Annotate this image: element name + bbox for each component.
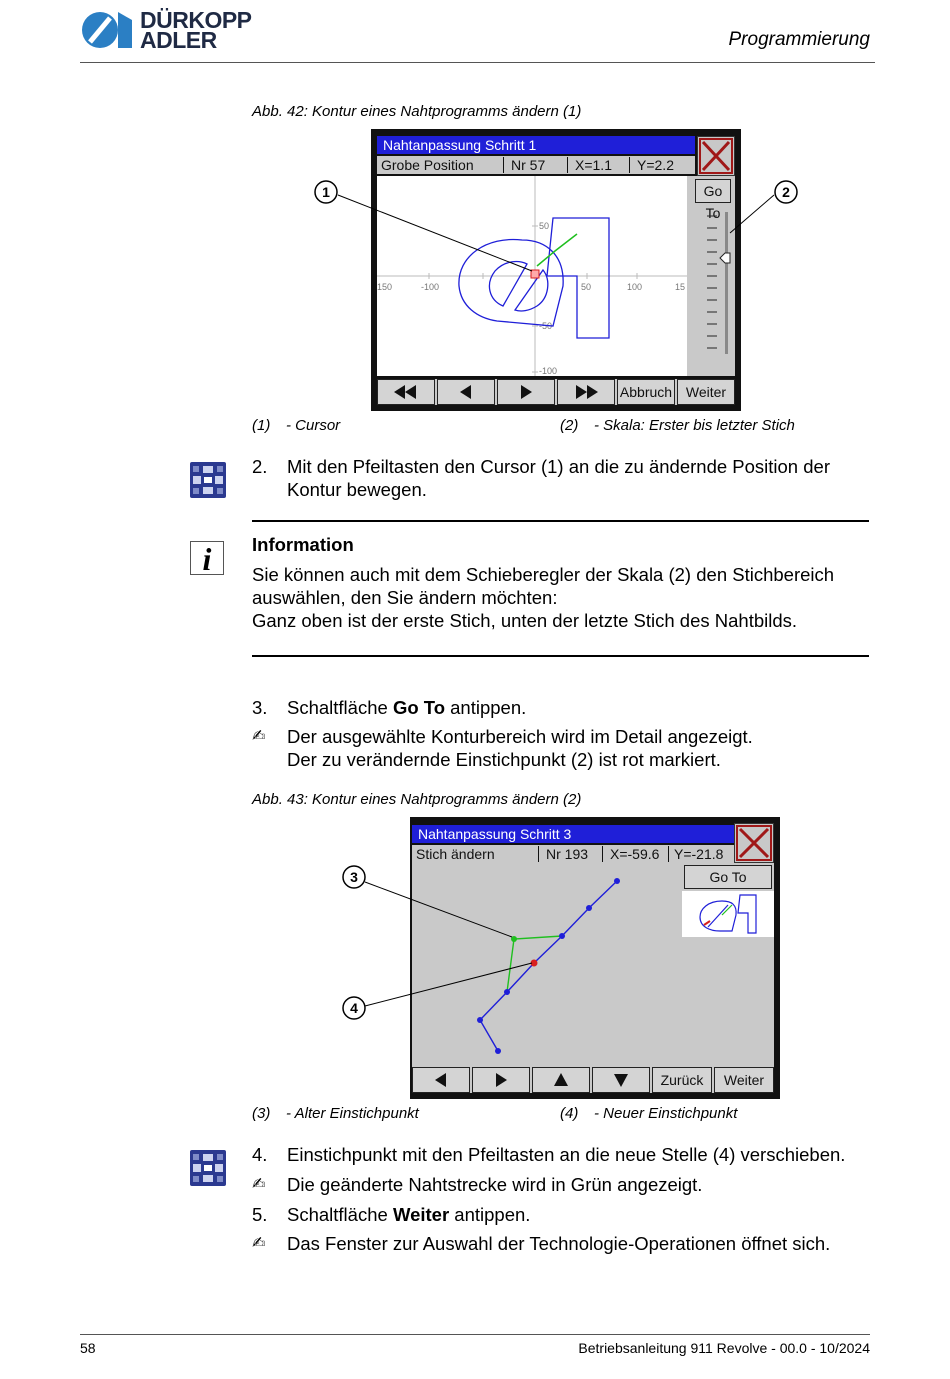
- cancel-button[interactable]: Abbruch: [617, 379, 675, 405]
- tick-label: -100: [539, 366, 558, 376]
- step-number: 3.: [252, 697, 268, 718]
- logo-text-line1: DÜRKOPP: [140, 7, 252, 33]
- callout-3: 3: [350, 869, 358, 885]
- info-bottom-rule: [252, 655, 869, 657]
- next-button[interactable]: Weiter: [714, 1067, 774, 1093]
- screen2-x-coord: X=-59.6: [610, 846, 660, 862]
- arrow-left-icon: [438, 380, 494, 404]
- result-arrow-icon: ✍: [252, 1235, 266, 1252]
- info-line-2: Ganz oben ist der erste Stich, unten der letzte Stich des Nahtbilds.: [252, 610, 798, 631]
- step-4: [0, 1143, 950, 1168]
- screen1-goto-button[interactable]: Go To: [695, 179, 731, 203]
- figure1-legend-2: (2) - Skala: Erster bis letzter Stich: [560, 417, 795, 434]
- result-arrow-icon: ✍: [252, 1176, 266, 1193]
- step-forward-button[interactable]: [497, 379, 555, 405]
- screen2-stitch-nr: Nr 193: [546, 846, 589, 862]
- close-icon: [735, 824, 773, 862]
- screen2-y-coord: Y=-21.8: [674, 846, 724, 862]
- step-back-button[interactable]: [437, 379, 495, 405]
- move-down-button[interactable]: [592, 1067, 650, 1093]
- logo-mark-icon: [80, 10, 136, 50]
- section-title: Programmierung: [728, 29, 870, 50]
- arrow-right-icon: [473, 1068, 529, 1092]
- info-heading: Information: [252, 534, 354, 555]
- step-4-result: [0, 1173, 950, 1198]
- screen1-x-coord: X=1.1: [575, 157, 612, 173]
- step-number: 4.: [252, 1144, 268, 1165]
- step-3: [0, 696, 950, 721]
- move-right-button[interactable]: [472, 1067, 530, 1093]
- screen1-close-button[interactable]: [697, 136, 735, 176]
- step-number: 2.: [252, 456, 268, 477]
- screen2-mode: Stich ändern: [416, 846, 495, 862]
- arrow-right-icon: [498, 380, 554, 404]
- result-arrow-icon: ✍: [252, 728, 266, 745]
- company-logo: [80, 7, 270, 54]
- info-top-rule: [252, 520, 869, 522]
- footer-divider: [80, 1334, 870, 1335]
- page-number: 58: [80, 1340, 96, 1356]
- result-text: Die geänderte Nahtstrecke wird in Grün angezeigt.: [287, 1174, 703, 1195]
- screen2-side-panel: [682, 863, 774, 1067]
- step-2: [0, 455, 950, 505]
- figure1-callouts: [300, 175, 810, 285]
- tick-label: 15: [675, 282, 686, 292]
- figure2-callouts: [330, 860, 550, 1025]
- screen1-button-bar: [377, 379, 735, 405]
- next-button[interactable]: Weiter: [677, 379, 735, 405]
- figure2-legend-4: (4) - Neuer Einstichpunkt: [560, 1105, 738, 1122]
- screen1-y-coord: Y=2.2: [637, 157, 674, 173]
- figure1-caption: Abb. 42: Kontur eines Nahtprogramms ändern (1): [252, 103, 582, 120]
- document-reference: Betriebsanleitung 911 Revolve - 00.0 - 10/2024: [578, 1340, 870, 1356]
- move-up-button[interactable]: [532, 1067, 590, 1093]
- fast-forward-button[interactable]: [557, 379, 615, 405]
- screen2-goto-button[interactable]: Go To: [684, 865, 772, 889]
- result-line-2: Der zu verändernde Einstichpunkt (2) ist rot markiert.: [287, 749, 721, 770]
- screen2-title-bar: Nahtanpassung Schritt 3: [412, 825, 734, 843]
- screen1-mode: Grobe Position: [381, 157, 474, 173]
- fast-back-button[interactable]: [377, 379, 435, 405]
- tick-label: 50: [581, 282, 592, 292]
- info-icon: i: [190, 541, 224, 575]
- step-text: Schaltfläche Go To antippen.: [287, 697, 527, 718]
- result-text: Das Fenster zur Auswahl der Technologie-Operationen öffnet sich.: [287, 1233, 831, 1254]
- step-text: Einstichpunkt mit den Pfeiltasten an die neue Stelle (4) verschieben.: [287, 1144, 846, 1165]
- screen2-button-bar: [412, 1067, 774, 1093]
- double-arrow-left-icon: [378, 380, 434, 404]
- figure2-legend-3: (3) - Alter Einstichpunkt: [252, 1105, 419, 1122]
- move-left-button[interactable]: [412, 1067, 470, 1093]
- step-text: Mit den Pfeiltasten den Cursor (1) an die zu ändernde Position der Kontur bewegen.: [287, 456, 830, 500]
- close-icon: [698, 137, 734, 175]
- screen2-close-button[interactable]: [734, 823, 774, 863]
- tick-label: 150: [377, 282, 393, 292]
- callout-1: 1: [322, 184, 330, 200]
- double-arrow-right-icon: [558, 380, 614, 404]
- screen1-status-bar: [377, 156, 695, 174]
- step-5-result: [0, 1232, 950, 1257]
- callout-4: 4: [350, 1000, 358, 1016]
- logo-text-line2: ADLER: [140, 27, 217, 53]
- tick-label: -50: [539, 321, 553, 331]
- step-number: 5.: [252, 1204, 268, 1225]
- info-line-1: Sie können auch mit dem Schieberegler der Skala (2) den Stichbereich auswählen, den Sie ändern möchten:: [252, 564, 835, 608]
- header-divider: [80, 62, 875, 63]
- arrow-up-icon: [533, 1068, 589, 1092]
- result-line-1: Der ausgewählte Konturbereich wird im Detail angezeigt.: [287, 726, 753, 747]
- tick-label: -100: [421, 282, 440, 292]
- back-button[interactable]: Zurück: [652, 1067, 712, 1093]
- step-text: Schaltfläche Weiter antippen.: [287, 1204, 531, 1225]
- step-5: [0, 1203, 950, 1228]
- arrow-down-icon: [593, 1068, 649, 1092]
- step-3-result: [0, 725, 950, 775]
- tick-label: 100: [627, 282, 643, 292]
- callout-2: 2: [782, 184, 790, 200]
- figure2-caption: Abb. 43: Kontur eines Nahtprogramms ändern (2): [252, 791, 582, 808]
- screen1-title-bar: Nahtanpassung Schritt 1: [377, 136, 695, 154]
- info-body: [252, 563, 872, 632]
- arrow-left-icon: [413, 1068, 469, 1092]
- contour-preview-thumbnail: [682, 891, 774, 937]
- tick-label: 50: [539, 221, 550, 231]
- figure1-legend-1: (1) - Cursor: [252, 417, 341, 434]
- screen1-stitch-nr: Nr 57: [511, 157, 546, 173]
